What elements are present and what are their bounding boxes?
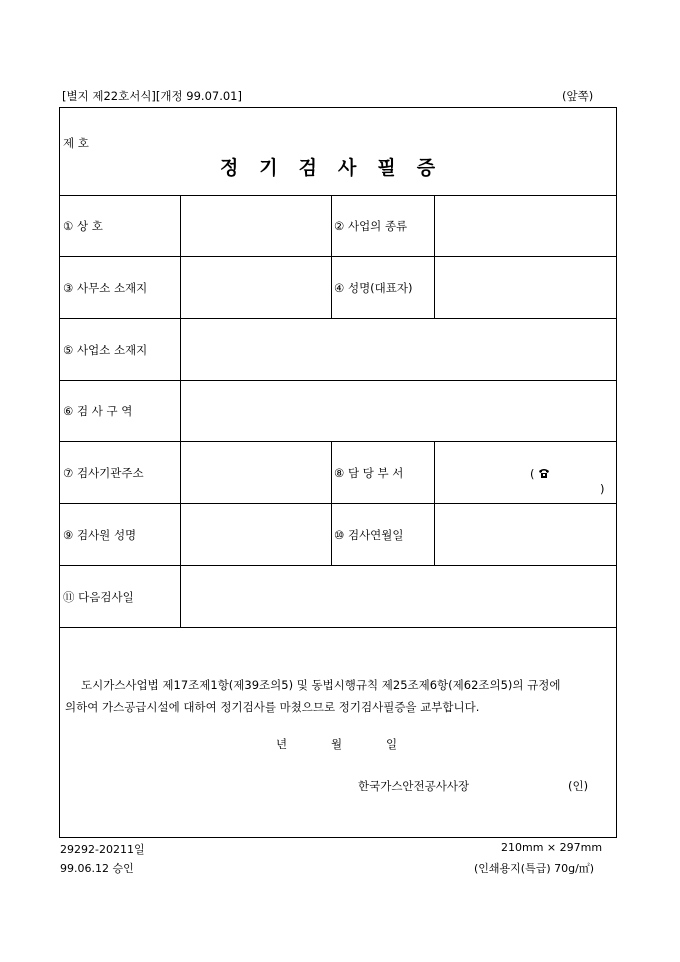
date-day: 일 xyxy=(386,737,398,751)
field-label-inspection-date: ⑩ 검사연월일 xyxy=(334,528,404,542)
date-month: 월 xyxy=(331,737,343,751)
date-year: 년 xyxy=(276,737,288,751)
footer-code: 29292-20211일 xyxy=(60,843,145,856)
telephone-icon xyxy=(538,468,550,482)
divider xyxy=(331,441,332,565)
page-side-label: (앞쪽) xyxy=(562,89,594,103)
divider xyxy=(60,503,616,504)
form-number: [별지 제22호서식][개정 99.07.01] xyxy=(62,89,242,103)
footer-paper-spec: (인쇄용지(특급) 70g/㎡) xyxy=(474,862,595,875)
issuer-name: 한국가스안전공사사장 xyxy=(358,779,470,793)
phone-close-paren: ) xyxy=(600,482,605,496)
footer-paper-size: 210mm × 297mm xyxy=(501,841,603,854)
statement-line-2: 의하여 가스공급시설에 대하여 정기검사를 마쳤으므로 정기검사필증을 교부합니다. xyxy=(65,700,480,714)
certificate-number-label: 제 호 xyxy=(63,136,89,150)
field-label-business-name: ① 상 호 xyxy=(63,219,103,233)
field-label-department: ⑧ 담 당 부 서 xyxy=(334,466,404,480)
divider xyxy=(60,256,616,257)
statement-line-1: 도시가스사업법 제17조제1항(제39조의5) 및 동법시행규칙 제25조제6항(제62조의5)의 규정에 xyxy=(81,678,561,692)
phone-open-paren: ( xyxy=(530,467,535,481)
field-label-representative: ④ 성명(대표자) xyxy=(334,281,413,295)
divider xyxy=(434,441,435,565)
certificate-form xyxy=(59,107,617,838)
divider xyxy=(60,195,616,196)
divider xyxy=(60,565,616,566)
field-label-next-inspection: ⑪ 다음검사일 xyxy=(63,590,134,604)
field-label-inspector-name: ⑨ 검사원 성명 xyxy=(63,528,137,542)
footer-approval: 99.06.12 승인 xyxy=(60,862,134,875)
divider xyxy=(60,380,616,381)
divider xyxy=(180,195,181,627)
divider xyxy=(434,195,435,318)
page-title: 정기검사필증 xyxy=(219,157,457,179)
department-phone xyxy=(530,467,616,496)
divider xyxy=(60,627,616,628)
field-label-inspection-area: ⑥ 검 사 구 역 xyxy=(63,404,133,418)
field-label-business-type: ② 사업의 종류 xyxy=(334,219,408,233)
divider xyxy=(331,195,332,318)
field-label-site-address: ⑤ 사업소 소재지 xyxy=(63,343,148,357)
seal-mark: (인) xyxy=(568,779,589,793)
divider xyxy=(60,318,616,319)
divider xyxy=(60,441,616,442)
statement-text xyxy=(65,674,612,718)
field-label-office-address: ③ 사무소 소재지 xyxy=(63,281,148,295)
field-label-agency-address: ⑦ 검사기관주소 xyxy=(63,466,144,480)
